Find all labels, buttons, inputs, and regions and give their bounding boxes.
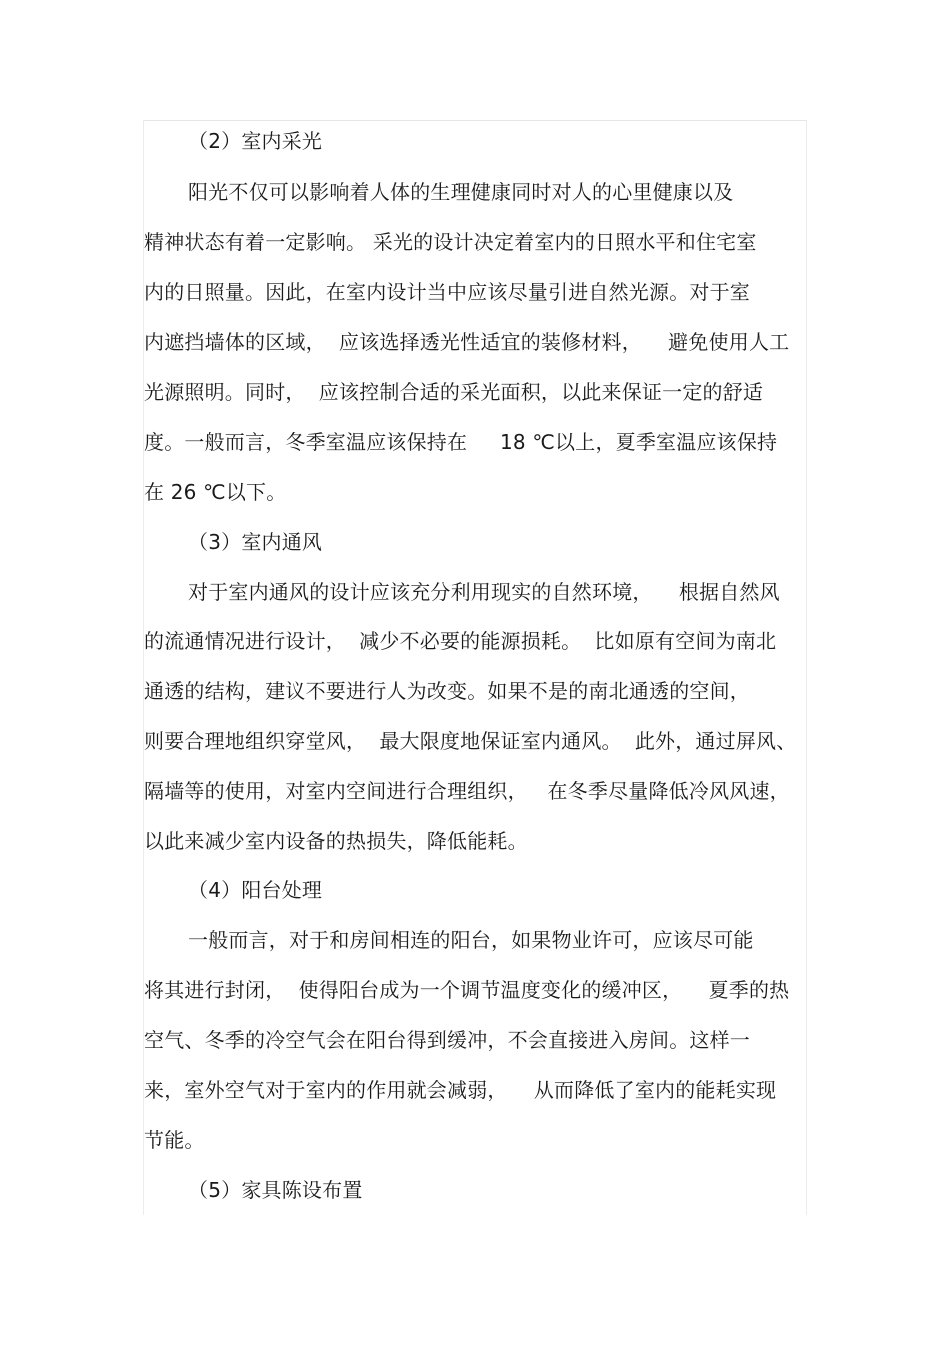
para-line: 一般而言，对于和房间相连的阳台，如果物业许可，应该尽可能 <box>188 928 754 952</box>
para-line: 来，室外空气对于室内的作用就会减弱， 从而降低了室内的能耗实现 <box>144 1078 777 1102</box>
heading-furniture: （5）家具陈设布置 <box>188 1178 363 1202</box>
para-line: 将其进行封闭， 使得阳台成为一个调节温度变化的缓冲区， 夏季的热 <box>144 978 790 1002</box>
para-line: 阳光不仅可以影响着人体的生理健康同时对人的心里健康以及 <box>188 180 734 204</box>
para-line: 以此来减少室内设备的热损失，降低能耗。 <box>144 829 528 853</box>
heading-lighting: （2）室内采光 <box>188 129 323 153</box>
para-line: 精神状态有着一定影响。 采光的设计决定着室内的日照水平和住宅室 <box>144 230 757 254</box>
para-line: 通透的结构，建议不要进行人为改变。如果不是的南北通透的空间， <box>144 679 750 703</box>
para-line: 度。一般而言，冬季室温应该保持在 18 ℃以上，夏季室温应该保持 <box>144 430 778 454</box>
para-line: 对于室内通风的设计应该充分利用现实的自然环境， 根据自然风 <box>188 580 780 604</box>
para-line: 节能。 <box>144 1128 205 1152</box>
para-line: 的流通情况进行设计， 减少不必要的能源损耗。 比如原有空间为南北 <box>144 629 777 653</box>
para-line: 隔墙等的使用，对室内空间进行合理组织， 在冬季尽量降低冷风风速， <box>144 779 790 803</box>
para-line: 内遮挡墙体的区域， 应该选择透光性适宜的装修材料， 避免使用人工 <box>144 330 790 354</box>
para-line: 空气、冬季的冷空气会在阳台得到缓冲，不会直接进入房间。这样一 <box>144 1028 750 1052</box>
para-line: 则要合理地组织穿堂风， 最大限度地保证室内通风。 此外，通过屏风、 <box>144 729 797 753</box>
para-line: 在 26 ℃以下。 <box>144 480 287 504</box>
para-line: 内的日照量。因此，在室内设计当中应该尽量引进自然光源。对于室 <box>144 280 750 304</box>
para-line: 光源照明。同时， 应该控制合适的采光面积，以此来保证一定的舒适 <box>144 380 764 404</box>
heading-ventilation: （3）室内通风 <box>188 530 323 554</box>
heading-balcony: （4）阳台处理 <box>188 878 323 902</box>
